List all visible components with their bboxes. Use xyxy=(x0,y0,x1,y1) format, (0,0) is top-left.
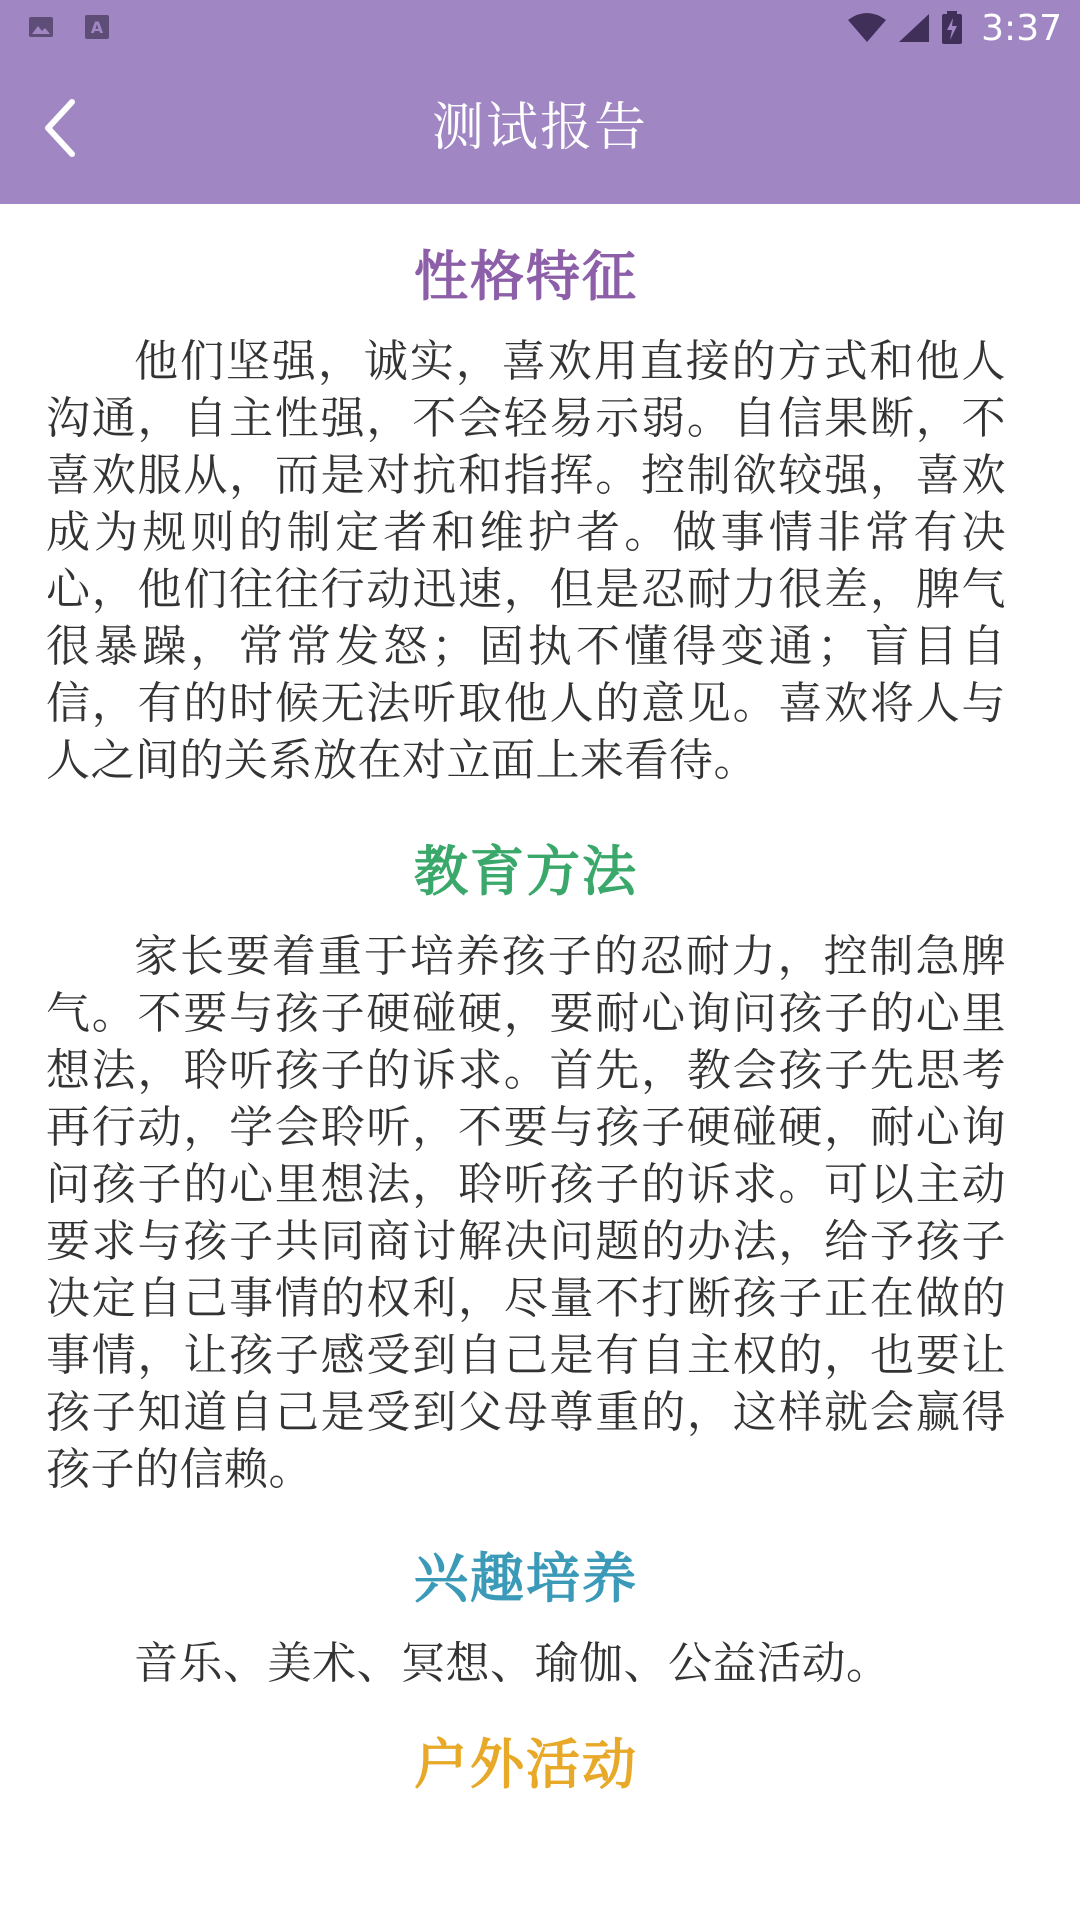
svg-text:A: A xyxy=(90,18,104,37)
page-title: 测试报告 xyxy=(431,98,648,158)
text-a-icon xyxy=(84,14,110,40)
wifi-icon xyxy=(847,12,887,44)
app-bar xyxy=(0,0,1080,204)
section-title-interests: 兴趣培养 xyxy=(414,1547,638,1610)
report-content xyxy=(46,204,1006,1799)
status-bar xyxy=(0,0,1080,56)
battery-charging-icon xyxy=(941,11,963,45)
status-time: 3:37 xyxy=(981,7,1062,49)
section-body-interests: 音乐、美术、冥想、瑜伽、公益活动。 xyxy=(134,1638,891,1689)
section-body-personality: 他们坚强，诚实，喜欢用直接的方式和他人沟通，自主性强，不会轻易示弱。自信果断，不喜欢服从，而是对抗和指挥。控制欲较强，喜欢成为规则的制定者和维护者。做事情非常有决心，他们往往行动迅速，但是忍耐力很差，脾气很暴躁，常常发怒；固执不懂得变通；盲目自信，有的时候无法听取他人的意见。喜欢将人与人之间的关系放在对立面上来看待。 xyxy=(46,336,1006,786)
signal-icon xyxy=(897,12,931,44)
section-title-outdoor: 户外活动 xyxy=(414,1733,638,1796)
section-title-personality: 性格特征 xyxy=(414,245,638,308)
image-icon xyxy=(28,14,54,40)
section-title-education: 教育方法 xyxy=(414,840,638,903)
section-body-education: 家长要着重于培养孩子的忍耐力，控制急脾气。不要与孩子硬碰硬，要耐心询问孩子的心里想法，聆听孩子的诉求。首先，教会孩子先思考再行动，学会聆听，不要与孩子硬碰硬，耐心询问孩子的心里想法，聆听孩子的诉求。可以主动要求与孩子共同商讨解决问题的办法，给予孩子决定自己事情的权利，尽量不打断孩子正在做的事情，让孩子感受到自己是有自主权的，也要让孩子知道自己是受到父母尊重的，这样就会赢得孩子的信赖。 xyxy=(46,931,1006,1495)
